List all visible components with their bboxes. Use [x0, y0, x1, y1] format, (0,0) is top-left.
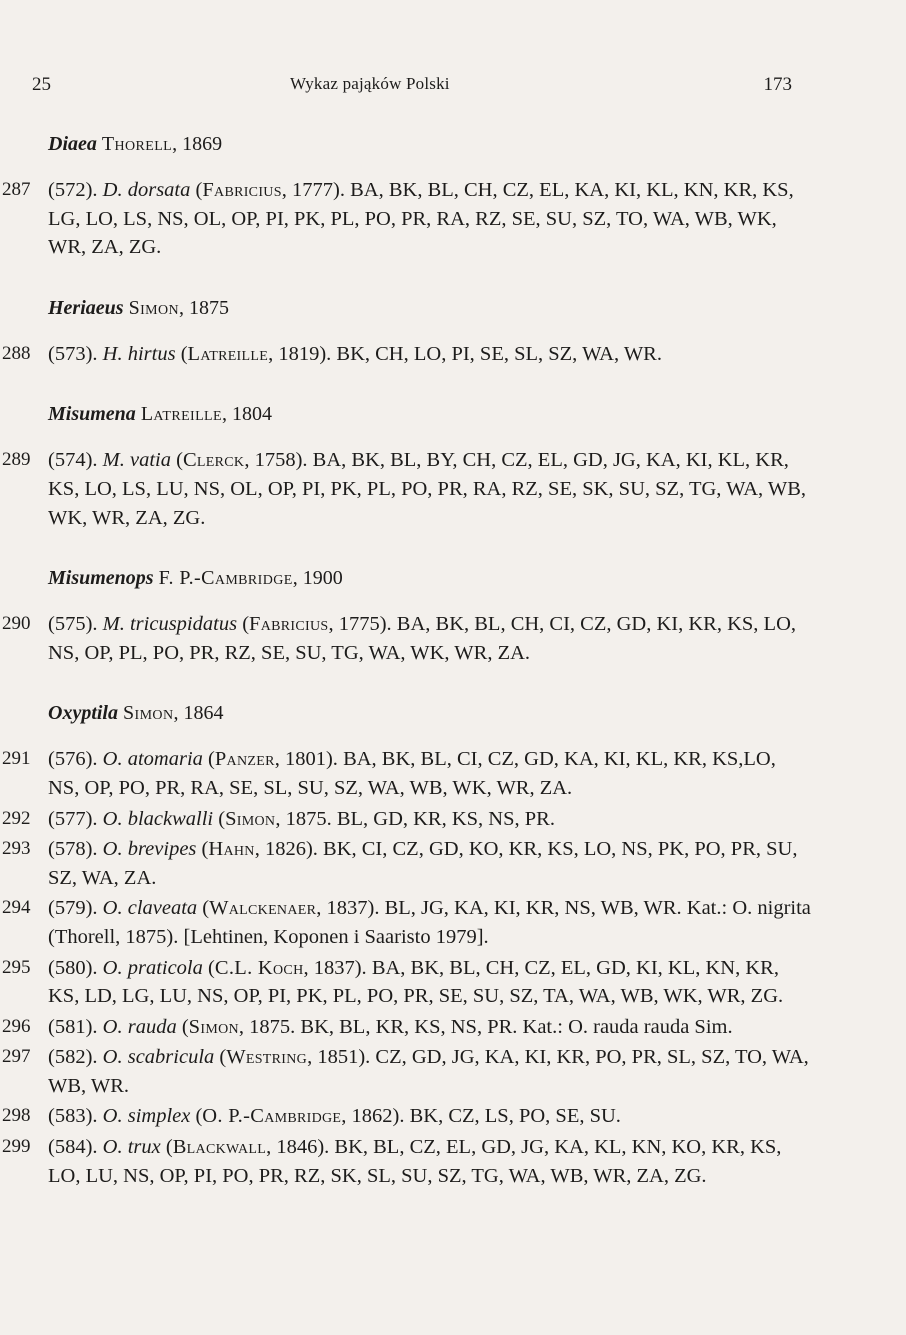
genus-name: Misumena [48, 403, 136, 426]
species-author: Westring [226, 1046, 308, 1069]
species-entry: 289 (574). M. vatia (Clerck, 1758). BA, BK, BL, BY, CH, CZ, EL, GD, JG, KA, KI, KL, KR, KS, LO, LS, LU, NS, OL, OP, PI, PK, PL, PO, PR, RA, RZ, SE, SK, SU, SZ, TG, WA, WB, WK, WR, ZA, ZG. [0, 446, 906, 532]
genus-abbr: D. [102, 179, 123, 201]
genus-name: Misumenops [48, 567, 154, 590]
species-entry: 297 (582). O. scabricula (Westring, 1851). CZ, GD, JG, KA, KI, KR, PO, PR, SL, SZ, TO, WA, WB, WR. [0, 1043, 906, 1100]
species-author: Fabricius [249, 613, 329, 636]
species-year: 1758). [254, 449, 308, 472]
species-year: 1826). [264, 838, 318, 861]
species-epithet: tricuspidatus [129, 613, 238, 636]
species-year: 1777). [292, 179, 345, 201]
species-epithet: scabricula [127, 1046, 215, 1069]
distribution-codes: BK, CH, LO, PI, SE, SL, SZ, WA, WR. [336, 342, 662, 365]
genus-abbr: O. [102, 807, 123, 830]
species-entry: 290 (575). M. tricuspidatus (Fabricius, 1775). BA, BK, BL, CH, CI, CZ, GD, KI, KR, KS, LO, NS, OP, PL, PO, PR, RZ, SE, SU, TG, WA, WK, WR, ZA. [0, 610, 906, 667]
species-epithet: hirtus [127, 342, 176, 365]
genus-name: Oxyptila [48, 702, 118, 725]
genus-heading: Misumena Latreille, 1804 [48, 403, 272, 426]
species-epithet: praticola [127, 956, 203, 979]
species-author: Simon [225, 807, 276, 830]
species-author: Fabricius [202, 179, 282, 201]
entry-number: 290 [2, 613, 31, 635]
genus-author: Simon [123, 702, 174, 725]
distribution-codes: CZ, GD, JG, KA, KI, KR, PO, PR, SL, SZ, TO, WA, WB, WR. [48, 1046, 809, 1097]
species-entry: 288 (573). H. hirtus (Latreille, 1819). BK, CH, LO, PI, SE, SL, SZ, WA, WR. [0, 340, 906, 369]
catalogue-ref: (579). [48, 897, 98, 920]
species-entry: 298 (583). O. simplex (O. P.-Cambridge, 1862). BK, CZ, LS, PO, SE, SU. [0, 1102, 906, 1131]
entry-number: 288 [2, 342, 31, 364]
entry-number: 292 [2, 807, 31, 829]
catalogue-ref: (578). [48, 838, 98, 861]
catalogue-ref: (576). [48, 748, 98, 771]
species-year: 1837). [326, 897, 380, 920]
distribution-codes: BL, GD, KR, KS, NS, PR. [336, 807, 555, 830]
species-entry: 296 (581). O. rauda (Simon, 1875. BK, BL, KR, KS, NS, PR. Kat.: O. rauda rauda Sim. [0, 1013, 906, 1042]
genus-author: Simon [128, 296, 180, 319]
genus-year: 1869 [182, 133, 223, 155]
species-entry: 295 (580). O. praticola (C.L. Koch, 1837). BA, BK, BL, CH, CZ, EL, GD, KI, KL, KN, KR, KS, LD, LG, LU, NS, OP, PI, PK, PL, PO, PR, SE, SU, SZ, TA, WA, WB, WK, WR, ZG. [0, 954, 906, 1011]
genus-year: 1864 [183, 702, 224, 725]
genus-abbr: O. [102, 1105, 123, 1128]
genus-abbr: M. [102, 449, 125, 472]
distribution-codes: BA, BK, BL, CH, CZ, EL, GD, KI, KL, KN, KR, KS, LD, LG, LU, NS, OP, PI, PK, PL, PO, PR, SE, SU, SZ, TA, WA, WB, WK, WR, ZG. [48, 956, 784, 1008]
species-epithet: claveata [127, 897, 198, 920]
species-entry: 293 (578). O. brevipes (Hahn, 1826). BK, CI, CZ, GD, KO, KR, KS, LO, NS, PK, PO, PR, SU, SZ, WA, ZA. [0, 835, 906, 892]
distribution-codes: BL, JG, KA, KI, KR, NS, WB, WR. Kat.: O. nigrita (Thorell, 1875). [Lehtinen, Koponen i Saaristo 1979]. [48, 897, 811, 948]
distribution-codes: BK, CI, CZ, GD, KO, KR, KS, LO, NS, PK, PO, PR, SU, SZ, WA, ZA. [48, 838, 798, 889]
catalogue-ref: (577). [48, 807, 98, 830]
catalogue-ref: (574). [48, 449, 98, 472]
species-author: Clerck [182, 449, 245, 472]
genus-abbr: O. [102, 1046, 123, 1069]
species-epithet: brevipes [127, 838, 197, 861]
genus-heading: Oxyptila Simon, 1864 [48, 702, 224, 725]
entry-number: 298 [2, 1105, 31, 1127]
species-year: 1862). [351, 1105, 405, 1128]
entry-number: 299 [2, 1136, 31, 1158]
genus-year: 1804 [231, 403, 272, 426]
species-year: 1851). [317, 1046, 371, 1069]
genus-heading: Heriaeus Simon, 1875 [48, 296, 230, 319]
catalogue-ref: (581). [48, 1015, 98, 1038]
species-author: O. P.-Cambridge [202, 1105, 342, 1128]
species-author: Walckenaer [209, 897, 317, 920]
page-number-right: 173 [763, 74, 792, 95]
species-author: Blackwall [172, 1136, 267, 1159]
species-author: Simon [188, 1015, 239, 1038]
genus-author: Latreille [140, 403, 222, 426]
entry-number: 289 [2, 449, 31, 471]
species-entry: 287 (572). D. dorsata (Fabricius, 1777). BA, BK, BL, CH, CZ, EL, KA, KI, KL, KN, KR, KS, LG, LO, LS, NS, OL, OP, PI, PK, PL, PO, PR, RA, RZ, SE, SU, SZ, TO, WA, WB, WK, WR, ZA, ZG. [0, 176, 906, 262]
species-entry: 291 (576). O. atomaria (Panzer, 1801). BA, BK, BL, CI, CZ, GD, KA, KI, KL, KR, KS,LO, NS, OP, PO, PR, RA, SE, SL, SU, SZ, WA, WB, WK, WR, ZA. [0, 745, 906, 802]
distribution-codes: BK, CZ, LS, PO, SE, SU. [409, 1105, 621, 1128]
entry-number: 294 [2, 897, 31, 919]
genus-name: Heriaeus [48, 296, 124, 319]
genus-heading: Misumenops F. P.-Cambridge, 1900 [48, 567, 343, 590]
catalogue-ref: (584). [48, 1136, 98, 1159]
genus-heading: Diaea Thorell, 1869 [48, 133, 223, 155]
distribution-codes: BA, BK, BL, BY, CH, CZ, EL, GD, JG, KA, KI, KL, KR, KS, LO, LS, LU, NS, OL, OP, PI, PK, PL, PO, PR, RA, RZ, SE, SK, SU, SZ, TG, WA, WB, WK, WR, ZA, ZG. [48, 449, 807, 529]
genus-abbr: O. [102, 748, 123, 771]
genus-abbr: O. [102, 838, 123, 861]
genus-abbr: M. [102, 613, 125, 636]
species-epithet: blackwalli [127, 807, 214, 830]
catalogue-ref: (573). [48, 342, 98, 365]
species-epithet: simplex [127, 1105, 191, 1128]
genus-abbr: O. [102, 897, 123, 920]
distribution-codes: BK, BL, KR, KS, NS, PR. Kat.: O. rauda rauda Sim. [300, 1015, 733, 1038]
running-head [32, 74, 792, 102]
species-author: Hahn [208, 838, 255, 861]
running-title: Wykaz pająków Polski [290, 74, 450, 93]
page-number-left: 25 [32, 74, 51, 95]
genus-year: 1900 [302, 567, 343, 590]
catalogue-ref: (580). [48, 956, 98, 979]
distribution-codes: BA, BK, BL, CI, CZ, GD, KA, KI, KL, KR, KS,LO, NS, OP, PO, PR, RA, SE, SL, SU, SZ, WA, WB, WK, WR, ZA. [48, 748, 776, 799]
genus-abbr: O. [102, 1015, 123, 1038]
entry-number: 296 [2, 1015, 31, 1037]
species-year: 1819). [278, 342, 332, 365]
species-epithet: trux [127, 1136, 161, 1159]
species-year: 1775). [338, 613, 392, 636]
species-entry: 294 (579). O. claveata (Walckenaer, 1837). BL, JG, KA, KI, KR, NS, WB, WR. Kat.: O. nigrita (Thorell, 1875). [Lehtinen, Koponen i Saaristo 1979]. [0, 894, 906, 951]
entry-number: 295 [2, 956, 31, 978]
catalogue-ref: (582). [48, 1046, 98, 1069]
species-entry: 299 (584). O. trux (Blackwall, 1846). BK, BL, CZ, EL, GD, JG, KA, KL, KN, KO, KR, KS, LO, LU, NS, OP, PI, PO, PR, RZ, SK, SL, SU, SZ, TG, WA, WB, WR, ZA, ZG. [0, 1133, 906, 1190]
species-year: 1875. [249, 1015, 296, 1038]
species-author: C.L. Koch [214, 956, 304, 979]
species-author: Panzer [214, 748, 275, 771]
genus-abbr: O. [102, 1136, 123, 1159]
species-year: 1801). [284, 748, 338, 771]
species-author: Latreille [187, 342, 269, 365]
species-epithet: vatia [129, 449, 171, 472]
genus-name: Diaea [48, 133, 97, 155]
distribution-codes: BA, BK, BL, CH, CI, CZ, GD, KI, KR, KS, LO, NS, OP, PL, PO, PR, RZ, SE, SU, TG, WA, WK, WR, ZA. [48, 613, 796, 664]
species-year: 1875. [285, 807, 332, 830]
catalogue-ref: (575). [48, 613, 98, 636]
species-epithet: rauda [127, 1015, 177, 1038]
genus-abbr: H. [102, 342, 123, 365]
genus-abbr: O. [102, 956, 123, 979]
genus-year: 1875 [189, 296, 230, 319]
species-year: 1846). [276, 1136, 330, 1159]
species-list [0, 130, 906, 1192]
entry-number: 297 [2, 1046, 31, 1068]
distribution-codes: BA, BK, BL, CH, CZ, EL, KA, KI, KL, KN, KR, KS, LG, LO, LS, NS, OL, OP, PI, PK, PL, PO, PR, RA, RZ, SE, SU, SZ, TO, WA, WB, WK, WR, ZA, ZG. [48, 179, 794, 259]
entry-number: 287 [2, 179, 31, 200]
entry-number: 293 [2, 838, 31, 860]
distribution-codes: BK, BL, CZ, EL, GD, JG, KA, KL, KN, KO, KR, KS, LO, LU, NS, OP, PI, PO, PR, RZ, SK, SL, SU, SZ, TG, WA, WB, WR, ZA, ZG. [48, 1136, 782, 1187]
species-epithet: dorsata [127, 179, 191, 201]
genus-author: Thorell [101, 133, 173, 155]
species-year: 1837). [313, 956, 367, 979]
species-entry: 292 (577). O. blackwalli (Simon, 1875. BL, GD, KR, KS, NS, PR. [0, 805, 906, 834]
catalogue-ref: (583). [48, 1105, 98, 1128]
species-epithet: atomaria [127, 748, 203, 771]
entry-number: 291 [2, 748, 31, 770]
catalogue-ref: (572). [48, 179, 98, 201]
genus-author: F. P.-Cambridge [158, 567, 293, 590]
